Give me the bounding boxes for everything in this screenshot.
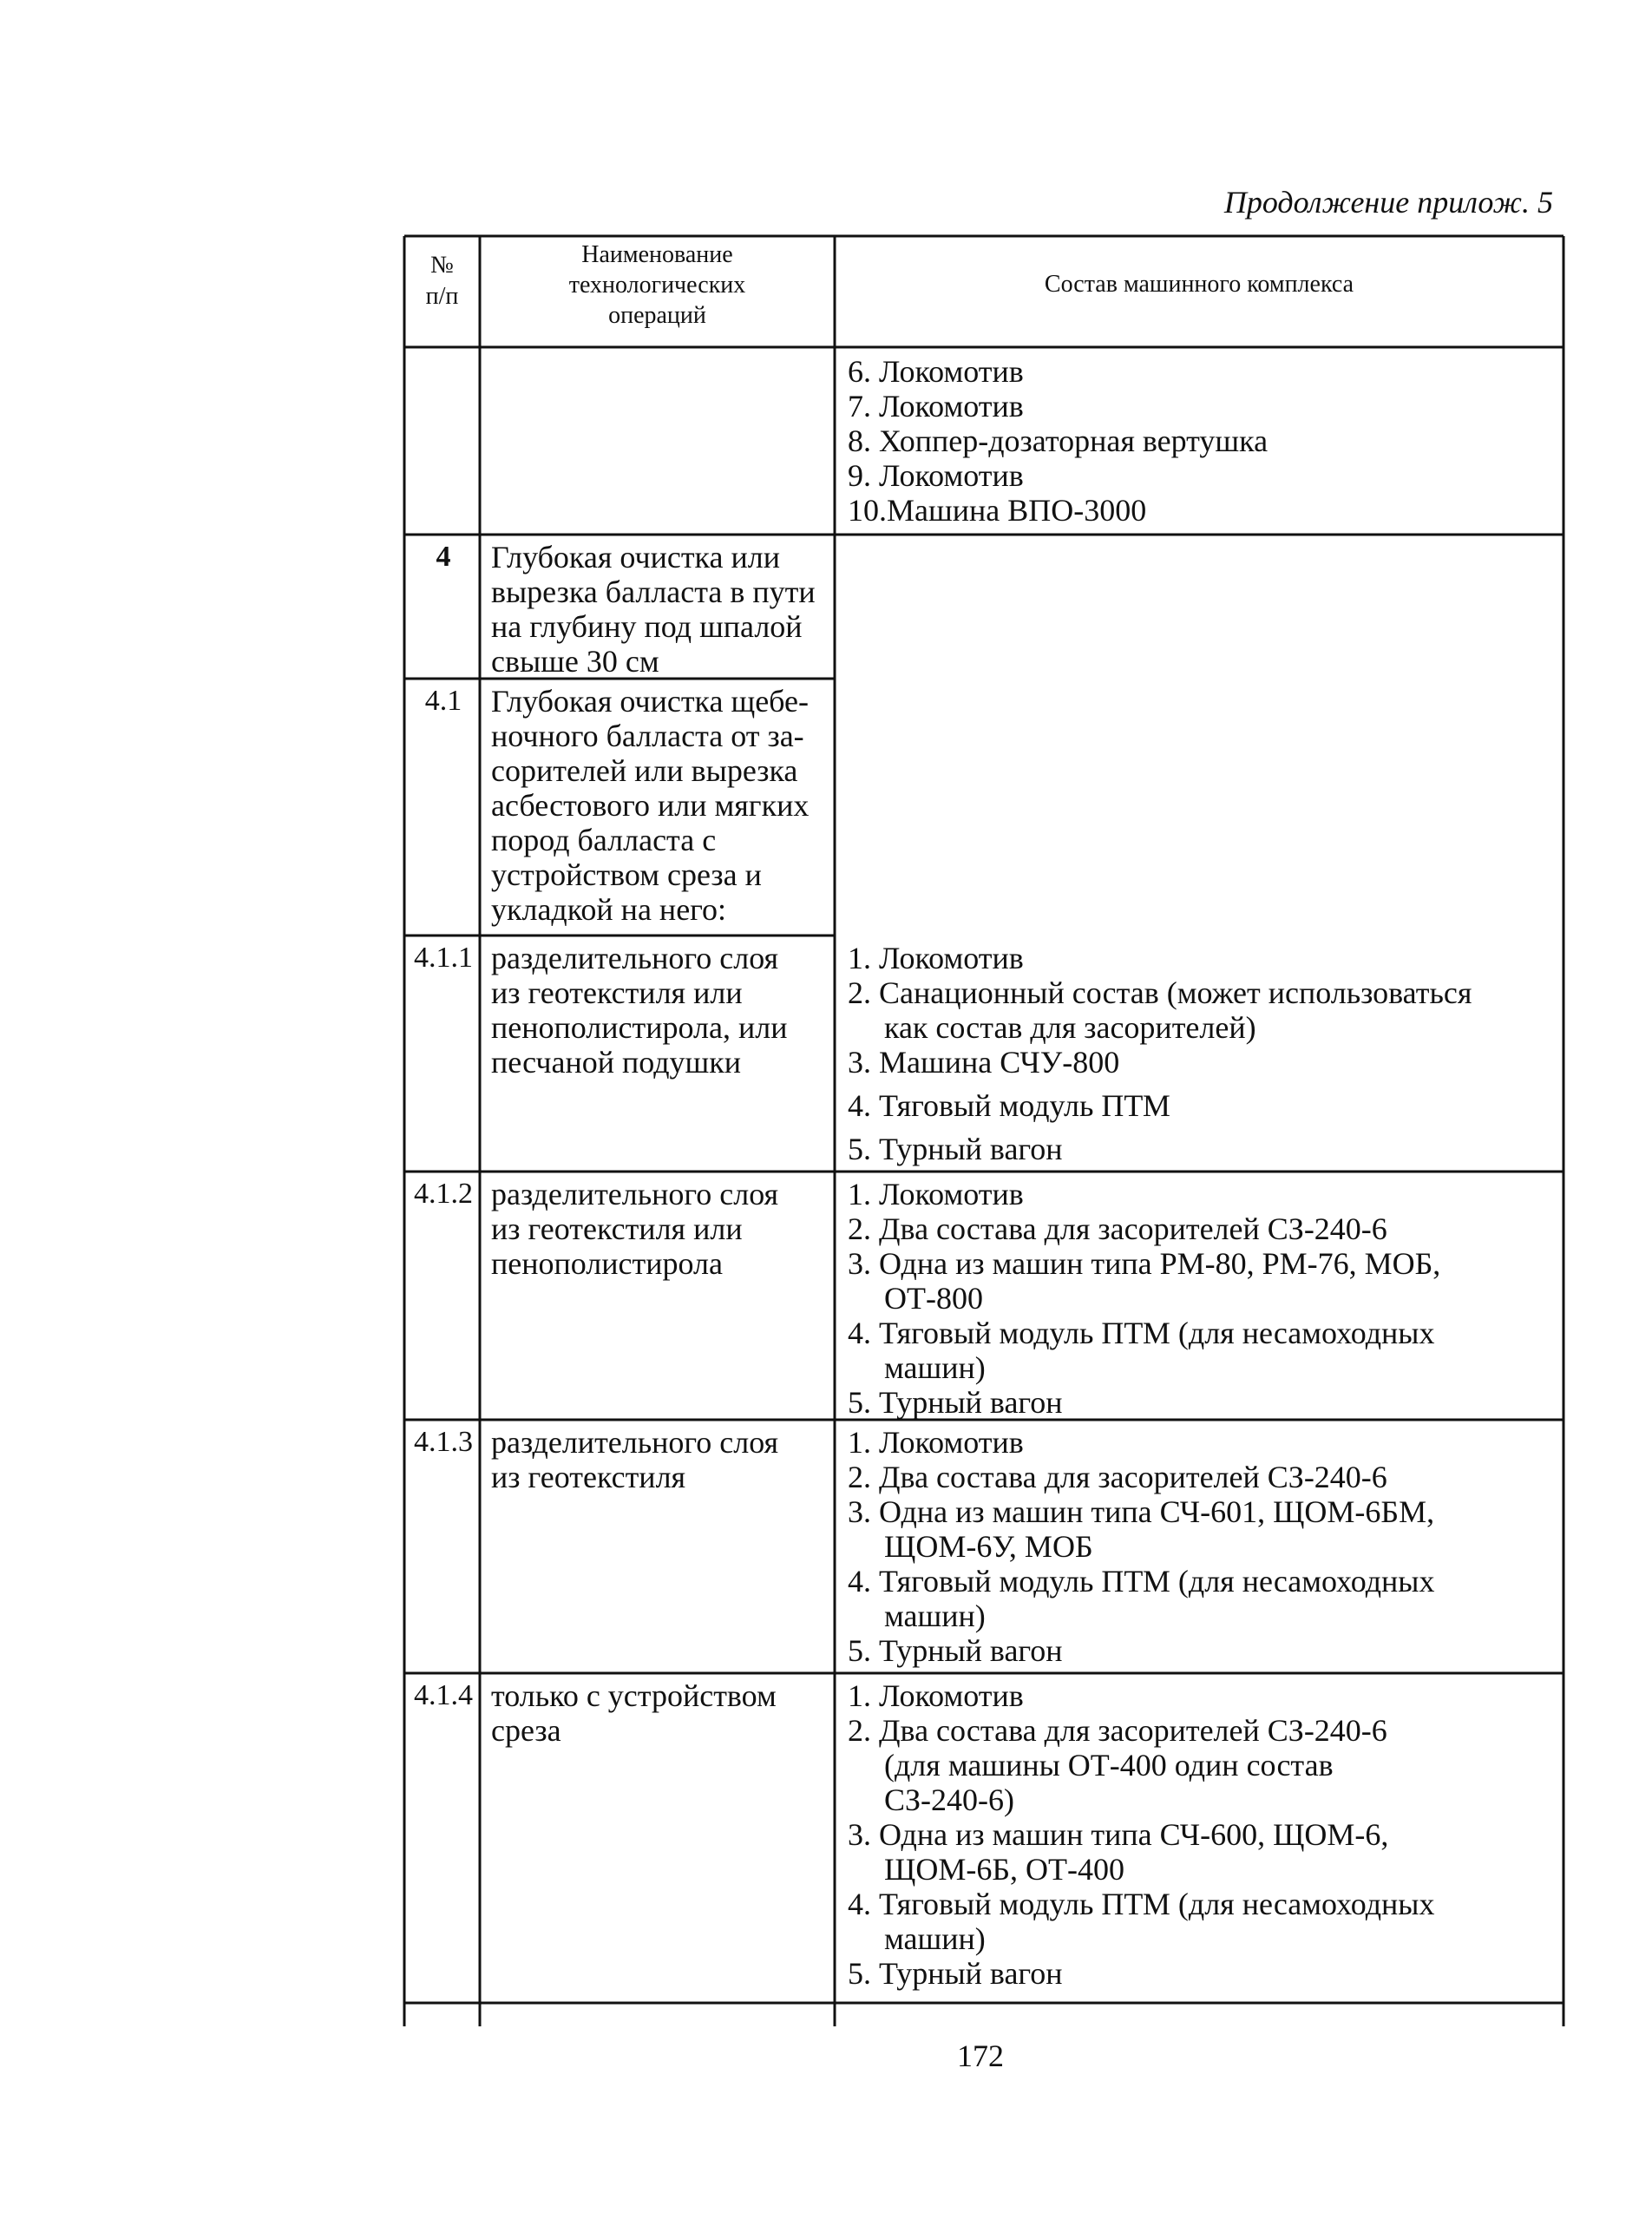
composition-item: машин) [884, 1921, 986, 1956]
composition-item: 10.Машина ВПО-3000 [848, 493, 1147, 528]
composition-item: СЗ-240-6) [884, 1782, 1015, 1817]
composition-item: (для машины ОТ-400 один состав [884, 1748, 1334, 1782]
composition-item: ЩОМ-6Б, ОТ-400 [884, 1852, 1124, 1887]
operation-line: из геотекстиля [491, 1460, 686, 1494]
composition-item: 4. Тяговый модуль ПТМ (для несамоходных [848, 1316, 1435, 1350]
row-number: 4.1.4 [414, 1679, 473, 1711]
header-operations-line-2: технологических [568, 272, 746, 299]
operation-line: ночного балласта от за- [491, 719, 804, 753]
composition-item: 3. Машина СЧУ-800 [848, 1045, 1120, 1080]
operation-line: песчаной подушки [491, 1045, 742, 1080]
row-number: 4.1.1 [414, 942, 473, 974]
operation-line: пенополистирола, или [491, 1010, 788, 1045]
operation-line: свыше 30 см [491, 644, 659, 679]
row-number: 4.1.2 [414, 1178, 473, 1210]
composition-item: 2. Два состава для засорителей СЗ-240-6 [848, 1713, 1387, 1748]
composition-item: машин) [884, 1599, 986, 1633]
operation-line: сорителей или вырезка [491, 753, 798, 788]
operation-line: на глубину под шпалой [491, 609, 803, 644]
operation-line: пенополистирола [491, 1246, 723, 1281]
composition-item: 1. Локомотив [848, 1425, 1024, 1460]
composition-item: как состав для засорителей) [884, 1010, 1256, 1045]
composition-item: 1. Локомотив [848, 1678, 1024, 1713]
header-number-symbol: № [430, 252, 454, 279]
operation-line: только с устройством [491, 1678, 777, 1713]
composition-item: 2. Санационный состав (может использоваться [848, 975, 1472, 1010]
composition-item: 2. Два состава для засорителей СЗ-240-6 [848, 1460, 1387, 1494]
composition-item: 8. Хоппер-дозаторная вертушка [848, 423, 1268, 458]
composition-item: ОТ-800 [884, 1281, 983, 1316]
operation-line: Глубокая очистка или [491, 540, 780, 574]
composition-item: 4. Тяговый модуль ПТМ (для несамоходных [848, 1887, 1435, 1921]
composition-item: 2. Два состава для засорителей СЗ-240-6 [848, 1211, 1387, 1246]
operation-line: из геотекстиля или [491, 1211, 743, 1246]
composition-item: 4. Тяговый модуль ПТМ (для несамоходных [848, 1564, 1435, 1599]
composition-item: 3. Одна из машин типа СЧ-600, ЩОМ-6, [848, 1817, 1389, 1852]
row-number: 4.1 [424, 685, 462, 717]
composition-item: 3. Одна из машин типа РМ-80, РМ-76, МОБ, [848, 1246, 1441, 1281]
operation-line: Глубокая очистка щебе- [491, 684, 809, 719]
composition-item: 1. Локомотив [848, 1177, 1024, 1211]
operation-line: разделительного слоя [491, 941, 779, 975]
operation-line: среза [491, 1713, 561, 1748]
operation-line: пород балласта с [491, 823, 717, 857]
composition-item: 1. Локомотив [848, 941, 1024, 975]
operation-line: разделительного слоя [491, 1425, 779, 1460]
composition-item: 9. Локомотив [848, 458, 1024, 493]
row-number: 4.1.3 [414, 1426, 473, 1458]
header-number-abbrev: п/п [425, 283, 459, 310]
composition-item: ЩОМ-6У, МОБ [884, 1529, 1093, 1564]
operation-line: вырезка балласта в пути [491, 574, 816, 609]
header-operations-line-3: операций [608, 302, 706, 329]
operation-line: устройством среза и [491, 857, 762, 892]
composition-item: 5. Турный вагон [848, 1633, 1063, 1668]
composition-item: 5. Турный вагон [848, 1132, 1063, 1166]
composition-item: 5. Турный вагон [848, 1385, 1063, 1420]
composition-item: 4. Тяговый модуль ПТМ [848, 1088, 1170, 1123]
row-number: 4 [436, 541, 451, 573]
page-number: 172 [957, 2038, 1004, 2073]
composition-item: 5. Турный вагон [848, 1956, 1063, 1991]
header-operations-line-1: Наименование [581, 241, 733, 268]
operation-line: из геотекстиля или [491, 975, 743, 1010]
continuation-caption: Продолжение прилож. 5 [1223, 185, 1553, 220]
composition-item: 3. Одна из машин типа СЧ-601, ЩОМ-6БМ, [848, 1494, 1435, 1529]
composition-item: машин) [884, 1350, 986, 1385]
composition-item: 6. Локомотив [848, 354, 1024, 389]
operation-line: разделительного слоя [491, 1177, 779, 1211]
operation-line: асбестового или мягких [491, 788, 810, 823]
operation-line: укладкой на него: [491, 892, 727, 927]
composition-item: 7. Локомотив [848, 389, 1024, 423]
header-composition: Состав машинного комплекса [1044, 271, 1354, 298]
